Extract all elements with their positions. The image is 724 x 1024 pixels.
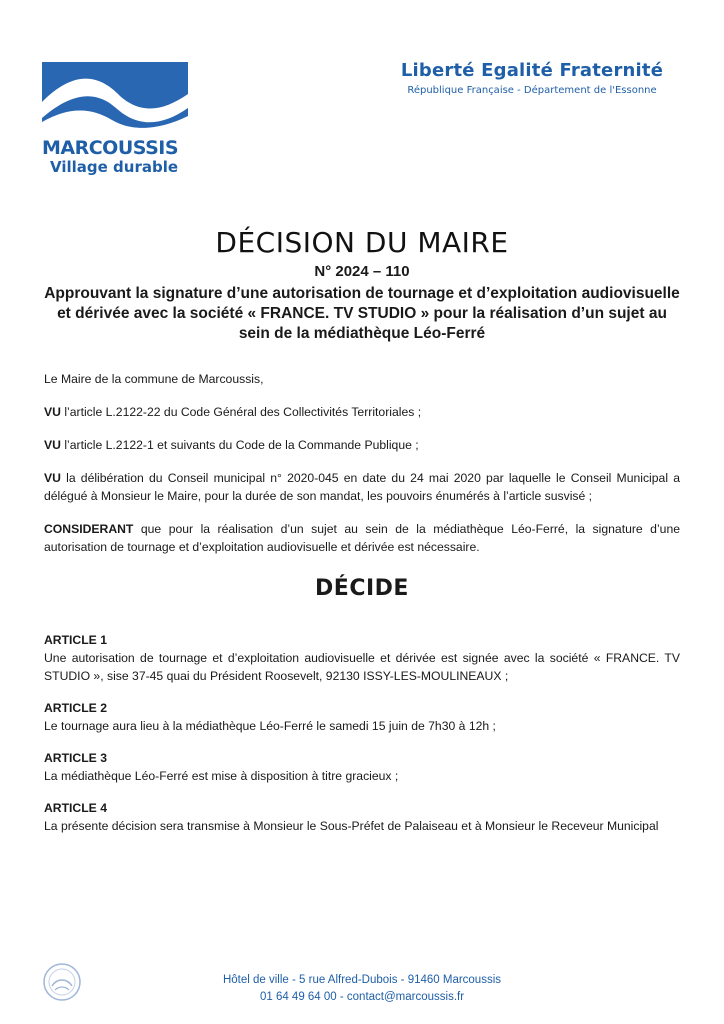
republic-header (382, 60, 682, 96)
preamble (44, 370, 680, 571)
preamble-considerant (44, 520, 680, 556)
marcoussis-logo (42, 62, 192, 176)
article-text: Une autorisation de tournage et d’exploitation audiovisuelle et dérivée est signée avec la société « FRANCE. TV STUDIO », sise 37-45 quai du Président Roosevelt, 92130 ISSY-LES-MOULINEAUX ; (44, 651, 680, 683)
decide-heading: DÉCIDE (315, 576, 409, 601)
vu-text: l’article L.2122-1 et suivants du Code de la Commande Publique ; (60, 438, 419, 452)
considerant-label: CONSIDERANT (44, 522, 134, 536)
vu-text: la délibération du Conseil municipal n° 2020-045 en date du 24 mai 2020 par laquelle le Conseil Municipal a délégué à Monsieur le Maire, pour la durée de son mandat, les pouvoirs énumérés à l’article susvisé ; (44, 471, 680, 503)
document-title: DÉCISION DU MAIRE (215, 226, 509, 259)
article-heading: ARTICLE 4 (44, 801, 107, 815)
articles (44, 631, 680, 849)
republic-motto: Liberté Egalité Fraternité (400, 60, 664, 81)
logo-tagline: Village durable (50, 158, 179, 176)
preamble-vu-3 (44, 469, 680, 505)
vu-label: VU (44, 405, 61, 419)
vu-text: l’article L.2122-22 du Code Général des Collectivités Territoriales ; (60, 405, 422, 419)
decision-subject: Approuvant la signature d’une autorisation de tournage et d’exploitation audiovisuelle et dérivée avec la société « FRANCE. TV STUDIO » pour la réalisation d’un sujet au sein de la médiathèque Léo-Ferré (44, 285, 680, 342)
article-2 (44, 699, 680, 735)
decision-number: N° 2024 – 110 (314, 263, 410, 280)
preamble-intro: Le Maire de la commune de Marcoussis, (44, 372, 264, 386)
republic-subtitle: République Française - Département de l'Essonne (407, 85, 657, 96)
title-block (40, 226, 684, 344)
considerant-text: que pour la réalisation d’un sujet au sein de la médiathèque Léo-Ferré, la signature d’une autorisation de tournage et d’exploitation audiovisuelle et dérivée est nécessaire. (44, 522, 680, 554)
article-1 (44, 631, 680, 685)
marcoussis-wave-icon (42, 62, 188, 134)
article-text: Le tournage aura lieu à la médiathèque Léo-Ferré le samedi 15 juin de 7h30 à 12h ; (44, 719, 496, 733)
vu-label: VU (44, 438, 61, 452)
footer-contact: 01 64 49 64 00 - contact@marcoussis.fr (259, 991, 465, 1003)
vu-label: VU (44, 471, 61, 485)
preamble-vu-2 (44, 436, 680, 454)
article-heading: ARTICLE 1 (44, 633, 107, 647)
article-heading: ARTICLE 2 (44, 701, 107, 715)
logo-name: MARCOUSSIS (42, 137, 179, 159)
footer (0, 972, 724, 1006)
article-4 (44, 799, 680, 835)
footer-address: Hôtel de ville - 5 rue Alfred-Dubois - 91460 Marcoussis (222, 974, 502, 986)
preamble-vu-1 (44, 403, 680, 421)
article-text: La médiathèque Léo-Ferré est mise à disposition à titre gracieux ; (44, 769, 399, 783)
article-3 (44, 749, 680, 785)
article-text: La présente décision sera transmise à Monsieur le Sous-Préfet de Palaiseau et à Monsieur le Receveur Municipal (44, 819, 659, 833)
article-heading: ARTICLE 3 (44, 751, 107, 765)
